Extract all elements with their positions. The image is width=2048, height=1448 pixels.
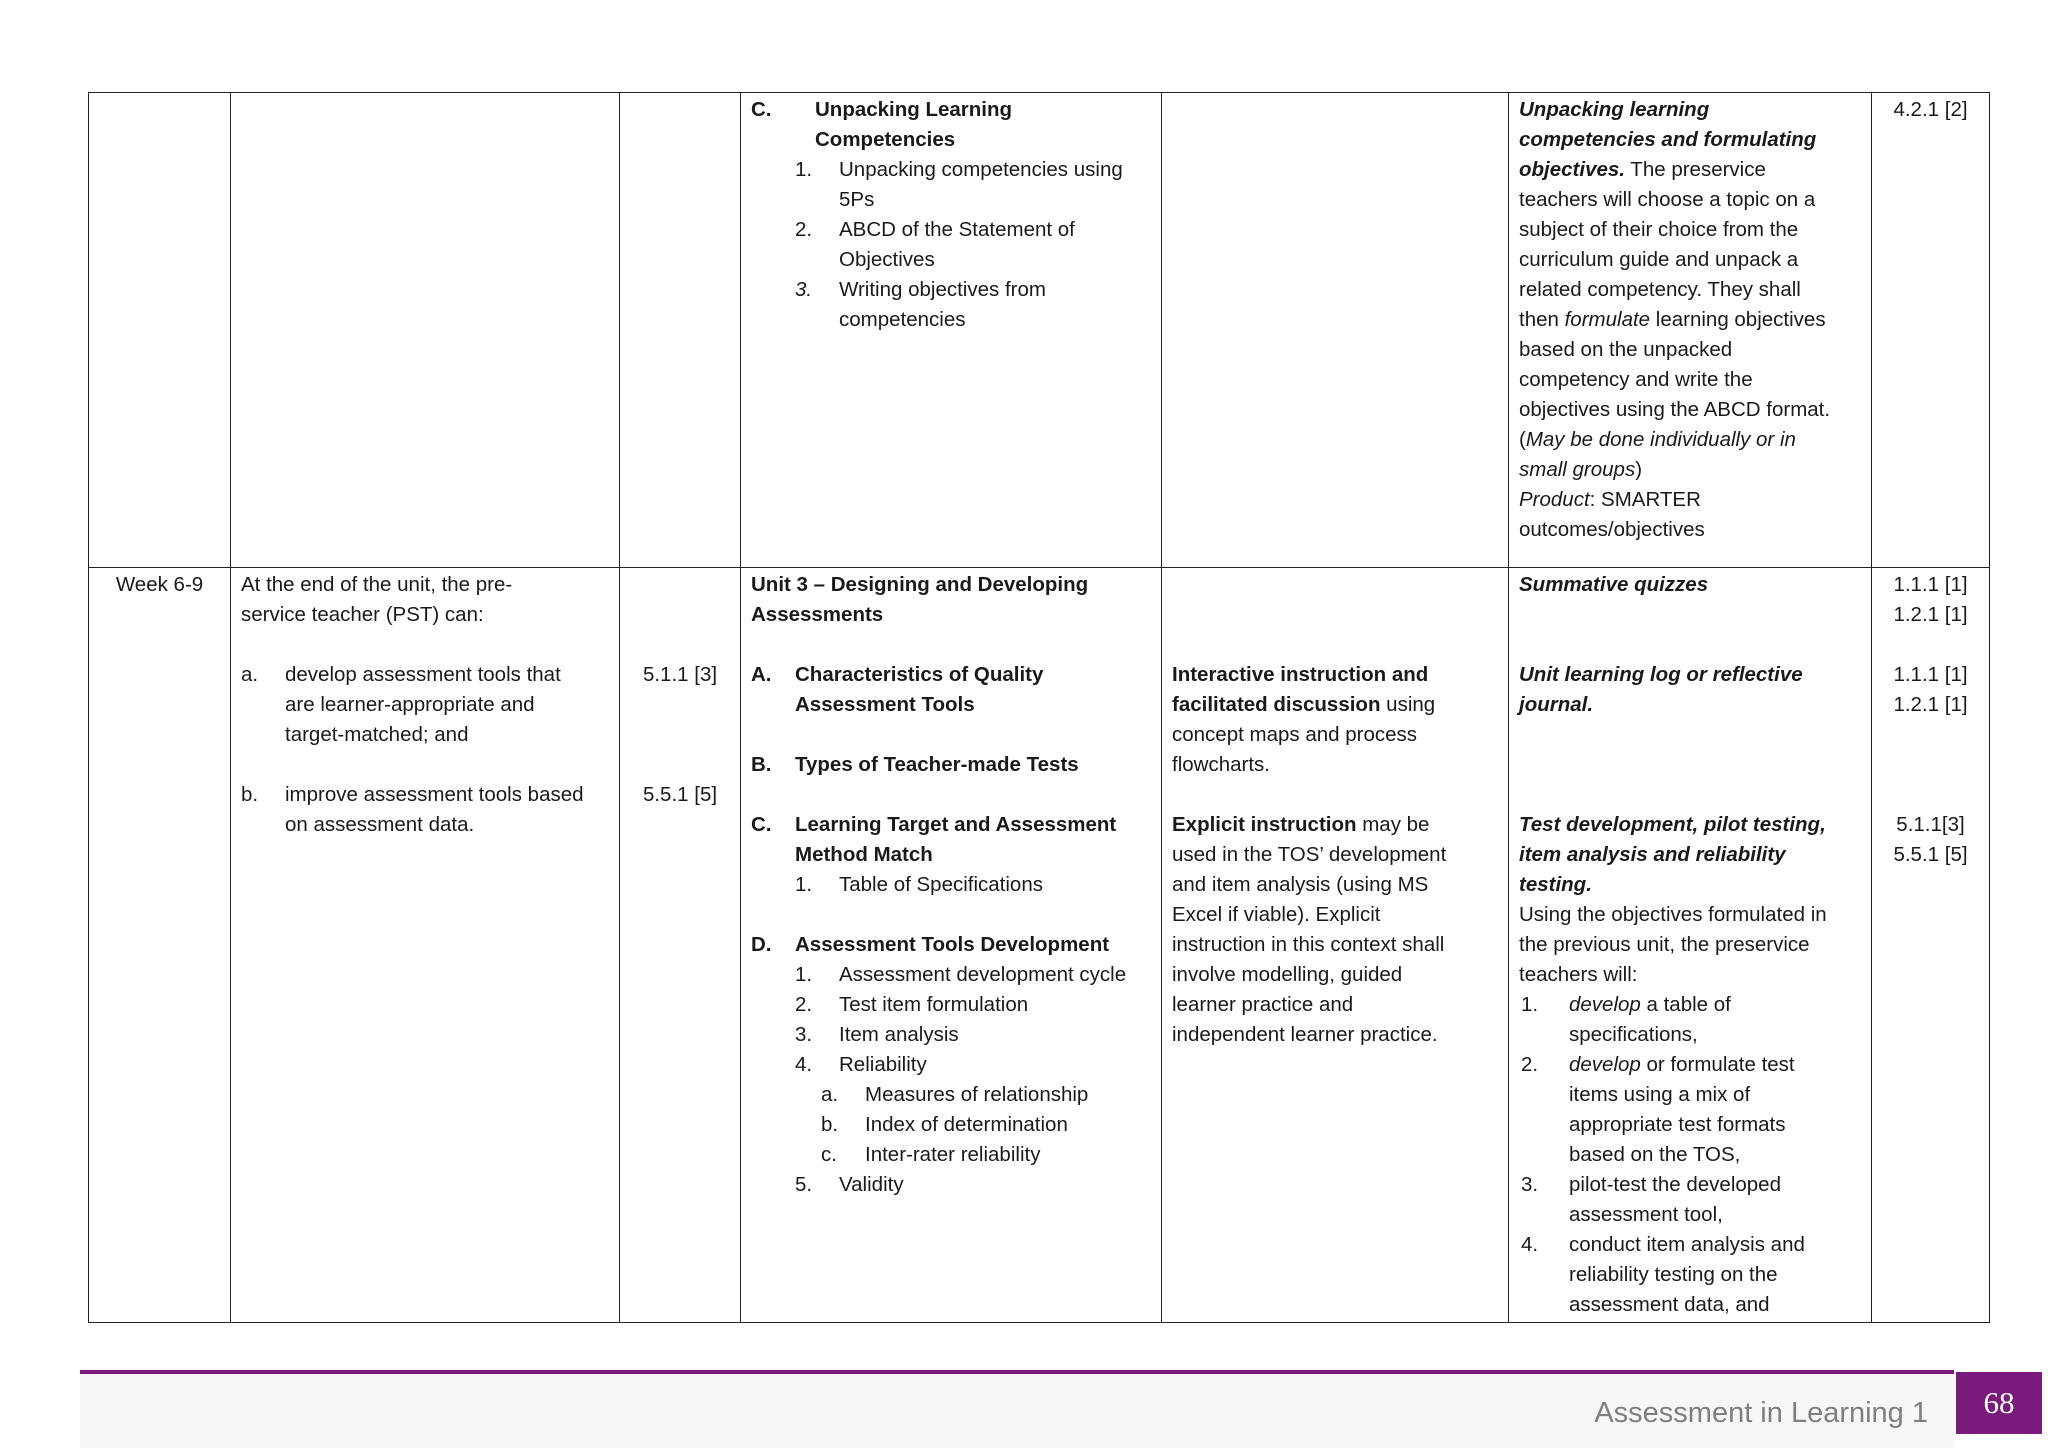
spacer <box>1172 780 1498 810</box>
text-line <box>1519 155 1861 185</box>
text-line <box>1569 990 1861 1020</box>
spacer <box>630 720 730 750</box>
section-letter: C. <box>751 98 772 121</box>
spacer <box>1172 570 1498 600</box>
code-cell <box>620 568 741 1323</box>
list-marker: 5. <box>795 1173 813 1196</box>
section-title <box>795 95 1151 155</box>
spacer <box>751 900 1151 930</box>
text-line: At the end of the unit, the pre- <box>241 573 513 596</box>
code-cell <box>1872 568 1990 1323</box>
spacer <box>1519 720 1861 750</box>
list-text: Item analysis <box>839 1023 959 1046</box>
spacer <box>1519 750 1861 780</box>
text-line: instruction in this context shall <box>1172 933 1445 956</box>
text-line: teachers will: <box>1519 963 1638 986</box>
competency-code: 5.1.1[3] <box>1896 813 1965 836</box>
list-item <box>751 1080 1151 1110</box>
text-run: The preservice <box>1624 158 1766 181</box>
text-line: curriculum guide and unpack a <box>1519 248 1799 271</box>
spacer <box>1519 600 1861 630</box>
text-run: then <box>1519 308 1565 331</box>
list-marker: 3. <box>1521 1173 1539 1196</box>
italic-run: May be done individually or in <box>1525 428 1796 451</box>
assessment-title: Summative quizzes <box>1519 573 1709 596</box>
text-run: : SMARTER <box>1589 488 1701 511</box>
list-text: Assessment development cycle <box>839 963 1127 986</box>
text-line <box>1172 810 1498 840</box>
italic-run: develop <box>1569 1053 1641 1076</box>
list-marker: 1. <box>795 873 813 896</box>
list-marker: 2. <box>1521 1053 1539 1076</box>
list-marker: b. <box>821 1113 839 1136</box>
text-line <box>1519 455 1861 485</box>
code-cell: 4.2.1 [2] <box>1872 93 1990 568</box>
list-marker: a. <box>821 1083 839 1106</box>
list-item <box>751 1050 1151 1080</box>
text-line: Using the objectives formulated in <box>1519 903 1827 926</box>
section-title <box>795 810 1151 870</box>
text-line: competency and write the <box>1519 368 1753 391</box>
text-line: specifications, <box>1569 1023 1698 1046</box>
list-item <box>1519 1050 1861 1170</box>
section-title-line: Learning Target and Assessment <box>795 813 1117 836</box>
section-letter: A. <box>751 663 772 686</box>
text-line: improve assessment tools based <box>285 783 584 806</box>
list-text <box>1569 990 1861 1050</box>
italic-run: formulate <box>1564 308 1651 331</box>
text-run: using <box>1380 693 1436 716</box>
list-item <box>1519 1170 1861 1230</box>
section-title: Assessment Tools Development <box>795 933 1110 956</box>
text-line: outcomes/objectives <box>1519 518 1705 541</box>
text-line <box>1519 425 1861 455</box>
list-marker: 4. <box>795 1053 813 1076</box>
text-run: a table of <box>1640 993 1731 1016</box>
list-marker: 3. <box>795 278 813 301</box>
assessment-cell <box>1509 568 1872 1323</box>
text-line: reliability testing on the <box>1569 1263 1778 1286</box>
section-letter: D. <box>751 933 772 956</box>
list-item <box>751 960 1151 990</box>
assessment-title-end: objectives. <box>1519 158 1625 181</box>
text-line: assessment tool, <box>1569 1203 1723 1226</box>
spacer <box>1172 630 1498 660</box>
competency-code: 5.1.1 [3] <box>642 663 718 686</box>
list-text <box>1569 1050 1861 1170</box>
competency-code: 5.5.1 [5] <box>1893 843 1968 866</box>
section-title <box>795 660 1151 720</box>
competency-code: 1.1.1 [1] <box>1893 573 1968 596</box>
section-title-line: Method Match <box>795 843 933 866</box>
list-item <box>1519 1230 1861 1320</box>
footer-title: Assessment in Learning 1 <box>1594 1397 1928 1429</box>
list-marker: a. <box>241 663 259 686</box>
list-marker: 1. <box>795 963 813 986</box>
list-item <box>751 1110 1151 1140</box>
text-line <box>1172 690 1498 720</box>
spacer <box>630 630 730 660</box>
text-line: service teacher (PST) can: <box>241 603 484 626</box>
text-line: independent learner practice. <box>1172 1023 1438 1046</box>
text-line: learner practice and <box>1172 993 1354 1016</box>
list-item <box>751 215 1151 275</box>
spacer <box>630 750 730 780</box>
competency-code: 5.5.1 [5] <box>642 783 718 806</box>
spacer <box>1519 630 1861 660</box>
outcomes-cell <box>231 568 620 1323</box>
section-title: Types of Teacher-made Tests <box>795 753 1079 776</box>
spacer <box>751 720 1151 750</box>
text-run: ) <box>1635 458 1643 481</box>
text-line: on assessment data. <box>285 813 475 836</box>
text-line: based on the TOS, <box>1569 1143 1741 1166</box>
list-text <box>839 275 1151 335</box>
text-line: 5Ps <box>839 188 875 211</box>
unit-title-line: Unit 3 – Designing and Developing <box>751 573 1089 596</box>
spacer <box>1519 780 1861 810</box>
text-line: flowcharts. <box>1172 753 1270 776</box>
text-line: used in the TOS’ development <box>1172 843 1447 866</box>
table-row <box>89 568 1990 1323</box>
text-line: and item analysis (using MS <box>1172 873 1429 896</box>
assessment-title-line: item analysis and reliability <box>1519 843 1786 866</box>
assessment-title-line: Test development, pilot testing, <box>1519 813 1826 836</box>
text-line: ABCD of the Statement of <box>839 218 1075 241</box>
strategy-title-line: Interactive instruction and <box>1172 663 1429 686</box>
list-text: Measures of relationship <box>865 1083 1089 1106</box>
list-item <box>751 990 1151 1020</box>
text-line <box>1519 485 1861 515</box>
list-item <box>1519 990 1861 1050</box>
week-cell: Week 6-9 <box>89 568 231 1323</box>
text-line: Unpacking competencies using <box>839 158 1123 181</box>
list-text: Test item formulation <box>839 993 1029 1016</box>
spacer <box>1882 630 1979 660</box>
strategies-cell <box>1162 93 1509 568</box>
section-heading <box>751 750 1151 780</box>
list-marker: c. <box>821 1143 837 1166</box>
list-text <box>1569 1230 1861 1320</box>
bold-run: facilitated discussion <box>1172 693 1381 716</box>
text-line <box>1519 305 1861 335</box>
list-item <box>751 275 1151 335</box>
text-line: items using a mix of <box>1569 1083 1751 1106</box>
section-title-line: Competencies <box>815 128 956 151</box>
assessment-title-line: Unpacking learning <box>1519 98 1710 121</box>
text-line: Objectives <box>839 248 935 271</box>
list-marker: 2. <box>795 993 813 1016</box>
competency-code: 1.2.1 [1] <box>1893 603 1968 626</box>
spacer <box>630 570 730 600</box>
text-run: ( <box>1519 428 1526 451</box>
list-item <box>241 660 609 750</box>
bold-run: Explicit instruction <box>1172 813 1357 836</box>
list-text <box>1569 1170 1861 1230</box>
section-title-line: Characteristics of Quality <box>795 663 1044 686</box>
table-row <box>89 93 1990 568</box>
spacer <box>751 630 1151 660</box>
text-run: may be <box>1356 813 1430 836</box>
text-line <box>1569 1050 1861 1080</box>
spacer <box>630 690 730 720</box>
content-cell <box>741 568 1162 1323</box>
section-heading <box>751 810 1151 870</box>
text-line: teachers will choose a topic on a <box>1519 188 1816 211</box>
text-line: objectives using the ABCD format. <box>1519 398 1831 421</box>
spacer <box>630 600 730 630</box>
list-text: Index of determination <box>865 1113 1068 1136</box>
text-line: based on the unpacked <box>1519 338 1733 361</box>
list-text <box>285 780 609 840</box>
section-title-line: Assessment Tools <box>795 693 975 716</box>
section-letter: B. <box>751 753 772 776</box>
text-line: Excel if viable). Explicit <box>1172 903 1381 926</box>
spacer <box>1882 750 1979 780</box>
section-heading <box>751 95 1151 155</box>
list-item <box>751 1020 1151 1050</box>
section-letter: C. <box>751 813 772 836</box>
strategies-cell <box>1162 568 1509 1323</box>
text-line: related competency. They shall <box>1519 278 1801 301</box>
text-line: assessment data, and <box>1569 1293 1770 1316</box>
spacer <box>241 750 609 780</box>
text-line: subject of their choice from the <box>1519 218 1799 241</box>
list-text <box>839 155 1151 215</box>
assessment-cell <box>1509 93 1872 568</box>
text-line: appropriate test formats <box>1569 1113 1786 1136</box>
section-heading <box>751 660 1151 720</box>
list-text <box>285 660 609 750</box>
footer-rule <box>80 1370 1954 1374</box>
code-cell <box>620 93 741 568</box>
unit-title-line: Assessments <box>751 603 884 626</box>
list-marker: 1. <box>1521 993 1539 1016</box>
text-line: involve modelling, guided <box>1172 963 1403 986</box>
list-text: Table of Specifications <box>839 873 1043 896</box>
assessment-title-line: Unit learning log or reflective <box>1519 663 1803 686</box>
text-line: conduct item analysis and <box>1569 1233 1805 1256</box>
list-text: Inter-rater reliability <box>865 1143 1041 1166</box>
list-text: Reliability <box>839 1053 927 1076</box>
text-line: Writing objectives from <box>839 278 1046 301</box>
section-heading <box>751 930 1151 960</box>
assessment-title-line: competencies and formulating <box>1519 128 1817 151</box>
text-line: pilot-test the developed <box>1569 1173 1781 1196</box>
list-marker: 1. <box>795 158 813 181</box>
spacer <box>751 780 1151 810</box>
syllabus-table <box>88 92 1990 1323</box>
competency-code: 1.2.1 [1] <box>1893 693 1968 716</box>
spacer <box>241 630 609 660</box>
list-item <box>751 870 1151 900</box>
assessment-title-line: journal. <box>1519 693 1594 716</box>
italic-run: develop <box>1569 993 1641 1016</box>
text-line: the previous unit, the preservice <box>1519 933 1810 956</box>
assessment-title-line: testing. <box>1519 873 1592 896</box>
page-number: 68 <box>1956 1372 2042 1434</box>
outcomes-cell <box>231 93 620 568</box>
list-marker: 2. <box>795 218 813 241</box>
list-text <box>839 215 1151 275</box>
list-marker: 4. <box>1521 1233 1539 1256</box>
list-text: Validity <box>839 1173 904 1196</box>
text-run: learning objectives <box>1650 308 1826 331</box>
italic-run: small groups <box>1519 458 1636 481</box>
list-item <box>751 1170 1151 1200</box>
list-item <box>241 780 609 840</box>
spacer <box>1172 600 1498 630</box>
text-line: develop assessment tools that <box>285 663 561 686</box>
list-marker: 3. <box>795 1023 813 1046</box>
text-line: concept maps and process <box>1172 723 1417 746</box>
list-item <box>751 1140 1151 1170</box>
text-line: target-matched; and <box>285 723 469 746</box>
content-cell <box>741 93 1162 568</box>
spacer <box>1882 780 1979 810</box>
week-cell <box>89 93 231 568</box>
text-run: or formulate test <box>1640 1053 1795 1076</box>
text-line: competencies <box>839 308 966 331</box>
section-title-line: Unpacking Learning <box>815 98 1013 121</box>
competency-code: 1.1.1 [1] <box>1893 663 1968 686</box>
text-line: are learner-appropriate and <box>285 693 535 716</box>
italic-run: Product <box>1519 488 1590 511</box>
list-item <box>751 155 1151 215</box>
list-marker: b. <box>241 783 259 806</box>
spacer <box>1882 720 1979 750</box>
